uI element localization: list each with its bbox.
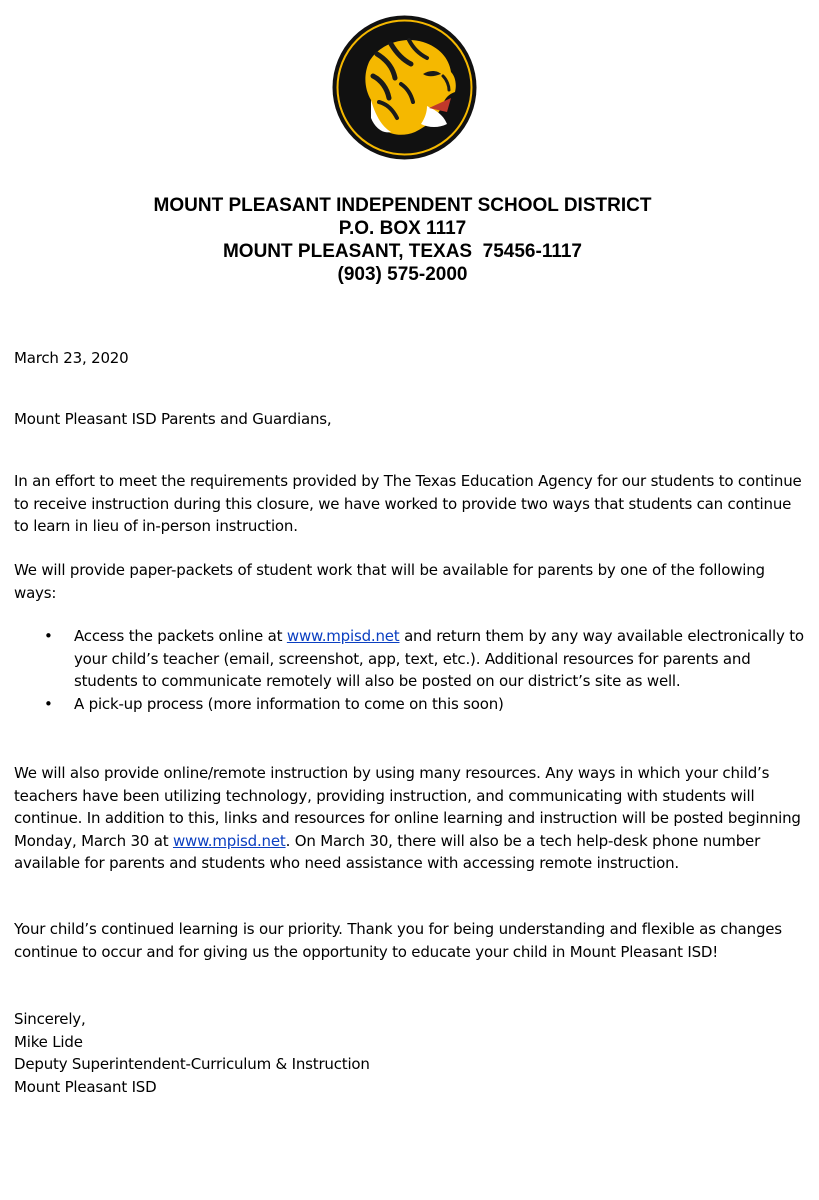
letter-salutation: Mount Pleasant ISD Parents and Guardians, [14,410,332,428]
paragraph-1: In an effort to meet the requirements provided by The Texas Education Agency for our students to continue to receive instruction during this closure, we have worked to provide two ways that students can continue to learn in lieu of in-person instruction. [14,472,802,535]
list-item [14,625,804,693]
district-logo [331,14,478,161]
po-box: P.O. BOX 1117 [338,218,467,239]
mpisd-link[interactable]: www.mpisd.net [286,627,400,645]
signature-block [14,1008,804,1098]
letter-date: March 23, 2020 [14,349,129,367]
bullet-2-text: A pick-up process (more information to come on this soon) [74,694,504,713]
closing-word: Sincerely, [14,1010,86,1028]
bullet-1-post: and return them by any way available electronically to your child’s teacher (email, screenshot, app, text, etc.). Additional resources for parents and students to communicate remotely will also be posted on our district’s site as well. [74,627,804,690]
bullet-icon: • [44,694,53,713]
delivery-options-list [14,625,804,715]
paragraph-3-pre: We will also provide online/remote instruction by using many resources. Any ways in which your child’s teachers have been utilizing technology, providing instruction, and communicating with students will continue. In addition to this, links and resources for online learning and instruction will be posted beginning Monday, March 30 at [14,764,801,850]
signer-name: Mike Lide [14,1032,83,1051]
list-item [14,693,804,716]
district-name: MOUNT PLEASANT INDEPENDENT SCHOOL DISTRICT [153,195,652,216]
mpisd-link[interactable]: www.mpisd.net [172,831,286,850]
bullet-icon: • [44,627,53,645]
paragraph-4: Your child’s continued learning is our priority. Thank you for being understanding and flexible as changes continue to occur and for giving us the opportunity to educate your child in Mount Pleasant ISD! [14,920,782,961]
paragraph-3-post: . On March 30, there will also be a tech help-desk phone number available for parents and students who need assistance with accessing remote instruction. [14,831,761,872]
bullet-1-pre: Access the packets online at [74,627,287,645]
city-state-zip: MOUNT PLEASANT, TEXAS 75456-1117 [222,241,582,262]
district-phone: (903) 575-2000 [337,264,468,285]
signer-org: Mount Pleasant ISD [14,1077,157,1096]
paragraph-3 [14,762,804,875]
paragraph-2: We will provide paper-packets of student work that will be available for parents by one of the following ways: [14,561,765,602]
signer-title: Deputy Superintendent-Curriculum & Instruction [14,1055,370,1073]
tiger-head-logo-icon [331,14,478,161]
letterhead [0,194,805,286]
